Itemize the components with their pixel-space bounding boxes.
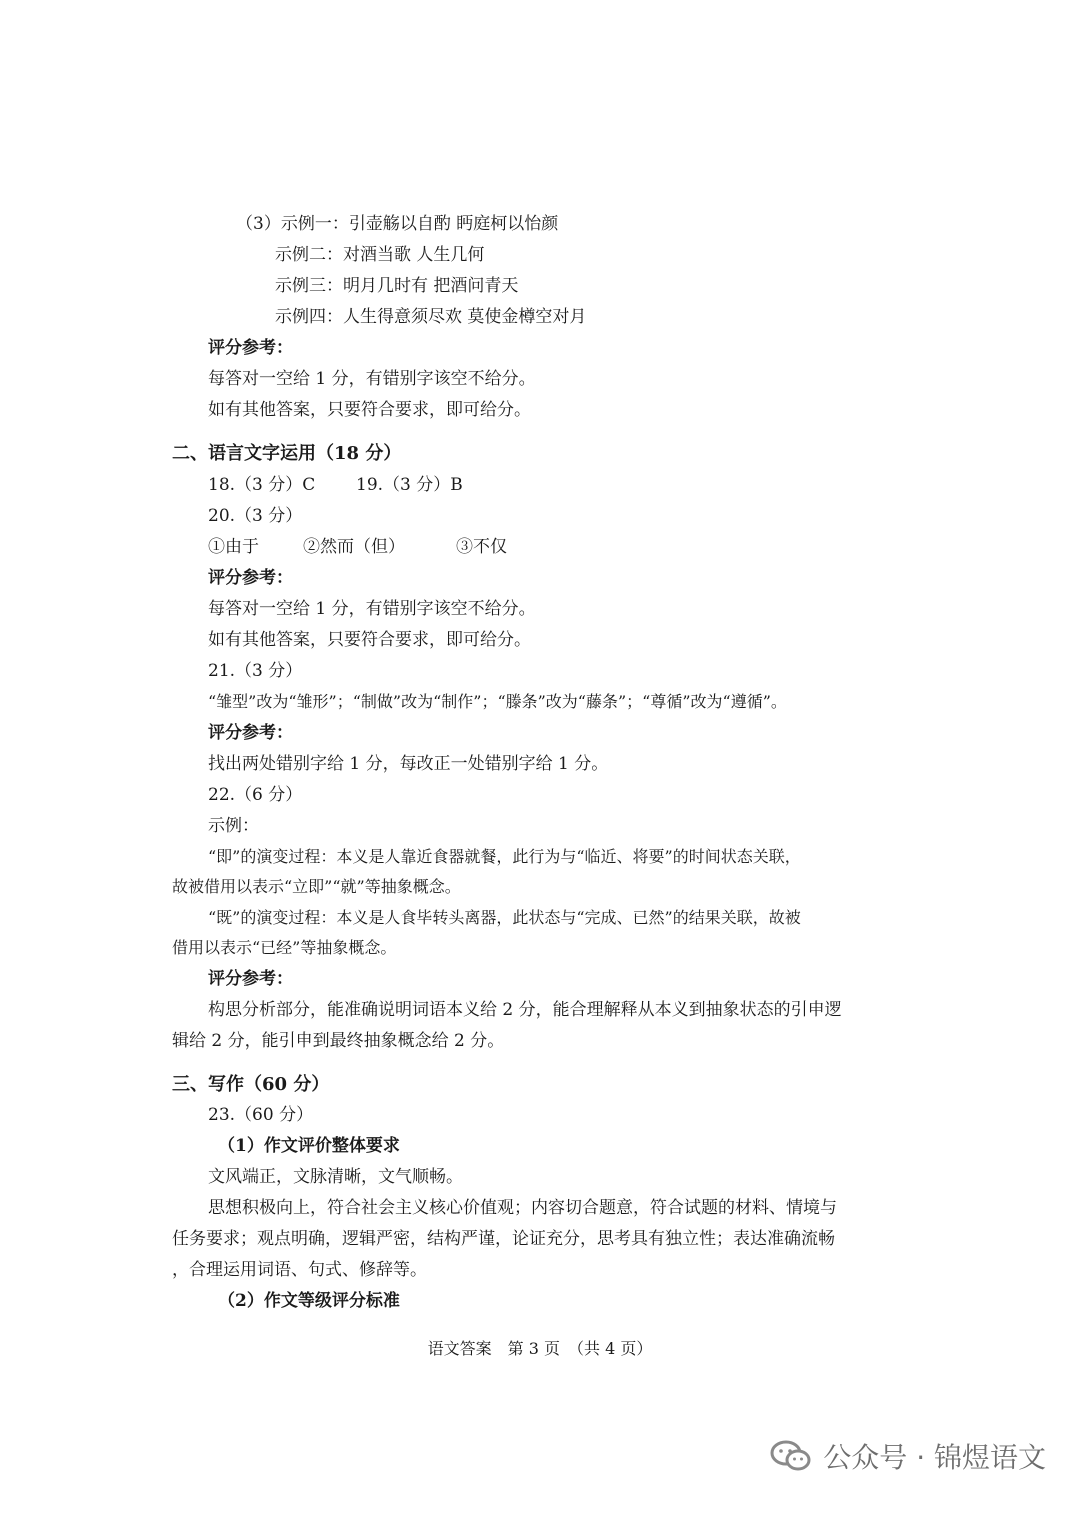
section-heading-writing: 三、写作（60 分） bbox=[172, 1074, 330, 1095]
q20-label: 20.（3 分） bbox=[208, 506, 303, 526]
q21-scoring-line: 找出两处错别字给 1 分，每改正一处错别字给 1 分。 bbox=[208, 754, 609, 774]
q22-example-label: 示例： bbox=[208, 816, 259, 836]
q20-scoring-line: 如有其他答案，只要符合要求，即可给分。 bbox=[208, 630, 531, 650]
q22-paragraph-ji-line1: “即”的演变过程：本义是人靠近食器就餐，此行为与“临近、将要”的时间状态关联， bbox=[208, 847, 801, 866]
q22-paragraph-jiyi-line1: “既”的演变过程：本义是人食毕转头离器，此状态与“完成、已然”的结果关联，故被 bbox=[208, 908, 801, 927]
watermark-text: 公众号 · 锦煜语文 bbox=[823, 1441, 1046, 1474]
q23-label: 23.（60 分） bbox=[208, 1105, 314, 1125]
q20-answer-3: ③不仅 bbox=[456, 537, 507, 557]
q20-answer-2: ②然而（但） bbox=[303, 537, 405, 557]
scoring-heading: 评分参考： bbox=[208, 338, 293, 358]
q3-example-4: 示例四：人生得意须尽欢 莫使金樽空对月 bbox=[275, 307, 587, 327]
q20-scoring-heading: 评分参考： bbox=[208, 568, 293, 588]
q21-label: 21.（3 分） bbox=[208, 661, 303, 681]
watermark bbox=[769, 1436, 1046, 1476]
q22-paragraph-ji-line2: 故被借用以表示“立即”“就”等抽象概念。 bbox=[172, 877, 461, 896]
q22-scoring-line1: 构思分析部分，能准确说明词语本义给 2 分，能合理解释从本义到抽象状态的引申逻 bbox=[208, 1000, 842, 1020]
q3-example-3: 示例三：明月几时有 把酒问青天 bbox=[275, 276, 519, 296]
scoring-line: 每答对一空给 1 分，有错别字该空不给分。 bbox=[208, 369, 536, 389]
q3-example-2: 示例二：对酒当歌 人生几何 bbox=[275, 245, 485, 265]
q22-scoring-line2: 辑给 2 分，能引申到最终抽象概念给 2 分。 bbox=[172, 1031, 505, 1051]
essay-requirement-line: 思想积极向上，符合社会主义核心价值观；内容切合题意，符合试题的材料、情境与 bbox=[208, 1198, 837, 1218]
essay-requirement-line: 任务要求；观点明确，逻辑严密，结构严谨，论证充分，思考具有独立性；表达准确流畅 bbox=[172, 1229, 835, 1249]
q3-example-1: （3）示例一：引壶觞以自酌 眄庭柯以怡颜 bbox=[236, 214, 559, 234]
q19-answer: 19.（3 分）B bbox=[356, 475, 463, 495]
essay-requirement-line: ，合理运用词语、句式、修辞等。 bbox=[172, 1260, 427, 1280]
essay-requirement-line: 文风端正，文脉清晰，文气顺畅。 bbox=[208, 1167, 463, 1187]
essay-overall-requirements-heading: （1）作文评价整体要求 bbox=[218, 1136, 400, 1156]
section-heading-language-use: 二、语言文字运用（18 分） bbox=[172, 443, 402, 464]
essay-grading-standard-heading: （2）作文等级评分标准 bbox=[218, 1291, 400, 1311]
q22-paragraph-jiyi-line2: 借用以表示“已经”等抽象概念。 bbox=[172, 938, 397, 957]
q21-answer: “雏型”改为“雏形”；“制做”改为“制作”；“滕条”改为“藤条”；“尊循”改为“遵循”。 bbox=[208, 692, 787, 711]
page-footer: 语文答案 第 3 页 （共 4 页） bbox=[427, 1339, 653, 1358]
q18-answer: 18.（3 分）C bbox=[208, 475, 316, 495]
q21-scoring-heading: 评分参考： bbox=[208, 723, 293, 743]
scoring-line: 如有其他答案，只要符合要求，即可给分。 bbox=[208, 400, 531, 420]
q22-scoring-heading: 评分参考： bbox=[208, 969, 293, 989]
q22-label: 22.（6 分） bbox=[208, 785, 303, 805]
wechat-official-account-icon bbox=[769, 1439, 813, 1473]
q20-answer-1: ①由于 bbox=[208, 537, 259, 557]
q20-scoring-line: 每答对一空给 1 分，有错别字该空不给分。 bbox=[208, 599, 536, 619]
